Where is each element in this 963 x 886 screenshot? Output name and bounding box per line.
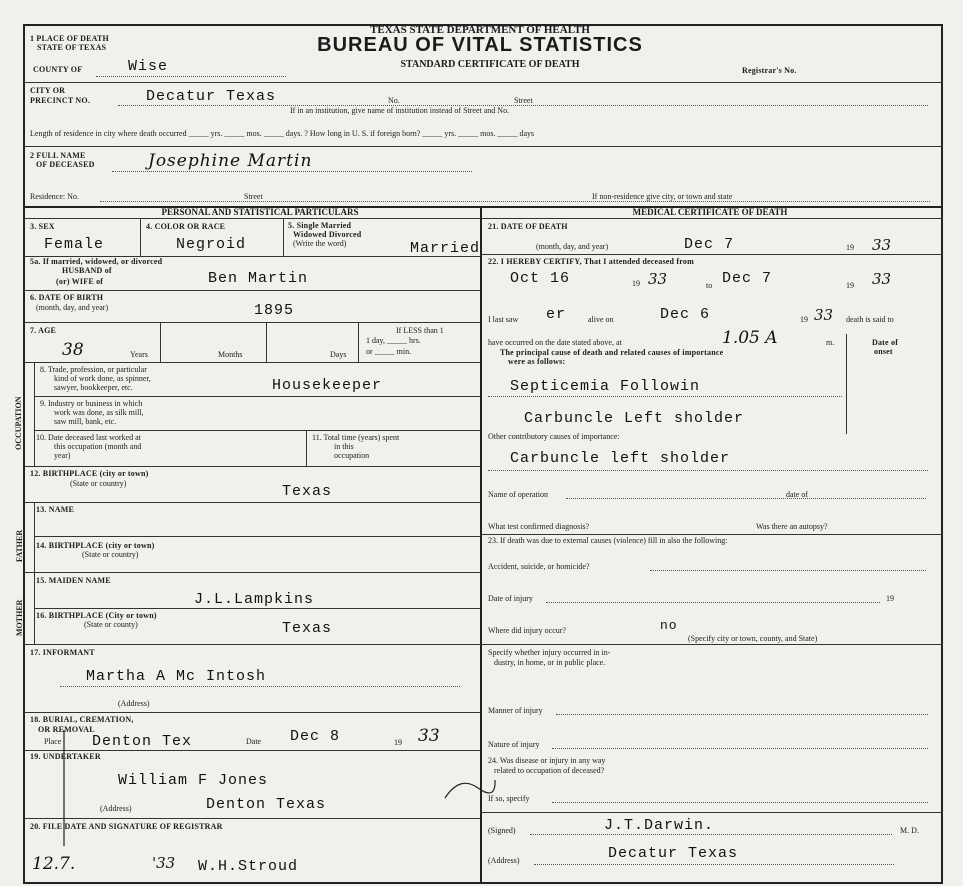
- residence-street-label: Street: [244, 192, 263, 201]
- non-residence-note: If non-residence give city, or town and state: [592, 192, 733, 201]
- alive-on-label: alive on: [588, 315, 614, 324]
- total-time-label-2: in this: [334, 442, 354, 451]
- dept-title: TEXAS STATE DEPARTMENT OF HEALTH: [370, 24, 590, 36]
- street-label: Street: [514, 96, 533, 105]
- burial-19-label: 19: [394, 738, 402, 747]
- age-value: 38: [62, 340, 84, 360]
- last-saw-label: I last saw: [488, 315, 519, 324]
- if-so-label: If so, specify: [488, 794, 530, 803]
- county-label: COUNTY OF: [33, 65, 83, 74]
- occurred-label: have occurred on the date stated above, at: [488, 338, 622, 347]
- undertaker-address-label: (Address): [100, 804, 132, 813]
- burial-label-2: OR REMOVAL: [38, 725, 95, 734]
- signed-label: (Signed): [488, 826, 516, 835]
- injury-19-label: 19: [886, 594, 894, 603]
- precinct-label: PRECINCT NO.: [30, 96, 91, 105]
- death-year-value: 33: [872, 236, 892, 254]
- informant-address-label: (Address): [118, 699, 150, 708]
- onset-label-2: onset: [874, 347, 893, 356]
- spouse-value: Ben Martin: [208, 270, 309, 287]
- mother-birthplace-label: 16. BIRTHPLACE (City or town): [36, 611, 157, 620]
- no-label: No.: [388, 96, 400, 105]
- burial-label-1: 18. BURIAL, CREMATION,: [30, 715, 134, 724]
- sex-label: 3. SEX: [30, 222, 55, 231]
- last-saw-year-value: 33: [814, 306, 834, 324]
- spouse-label-1: 5a. If married, widowed, or divorced: [30, 257, 163, 266]
- total-time-label-1: 11. Total time (years) spent: [312, 433, 400, 442]
- onset-label-1: Date of: [872, 338, 899, 347]
- file-date-value: 12.7.: [32, 854, 76, 874]
- industry-label-1: 9. Industry or business in which: [40, 399, 143, 408]
- last-saw-value: er: [546, 306, 567, 323]
- birthplace-sub-label: (State or country): [70, 479, 127, 488]
- cause-label-1: The principal cause of death and related causes of importance: [500, 348, 724, 357]
- undertaker-address-value: Denton Texas: [206, 796, 327, 813]
- date-of-death-sub-label: (month, day, and year): [536, 242, 609, 251]
- operation-date-label: date of: [786, 490, 808, 499]
- test-label: What test confirmed diagnosis?: [488, 522, 590, 531]
- to-19-label: 19: [846, 281, 854, 290]
- manner-label: Manner of injury: [488, 706, 543, 715]
- from-19-label: 19: [632, 279, 640, 288]
- autopsy-label: Was there an autopsy?: [756, 522, 828, 531]
- burial-year-value: 33: [418, 726, 440, 746]
- cause-2-value: Carbuncle Left sholder: [524, 410, 745, 427]
- birthplace-label: 12. BIRTHPLACE (city or town): [30, 469, 149, 478]
- undertaker-label: 19. UNDERTAKER: [30, 752, 101, 761]
- mother-birthplace-value: Texas: [282, 620, 333, 637]
- registrar-signature: W.H.Stroud: [198, 858, 299, 875]
- cause-label-2: were as follows:: [508, 357, 566, 366]
- injury-date-label: Date of injury: [488, 594, 533, 603]
- said-to-label: death is said to: [846, 315, 894, 324]
- certify-label: 22. I HEREBY CERTIFY, That I attended deceased from: [488, 257, 694, 266]
- death-19-label: 19: [846, 243, 854, 252]
- mother-side-label: MOTHER: [15, 599, 24, 636]
- dob-sub-label: (month, day, and year): [36, 303, 109, 312]
- time-of-death-value: 1.05 A: [722, 328, 778, 348]
- industry-label-2: work was done, as silk mill,: [54, 408, 144, 417]
- years-label: Years: [130, 350, 148, 359]
- color-value: Negroid: [176, 236, 247, 253]
- industry-label-3: saw mill, bank, etc.: [54, 417, 117, 426]
- undertaker-value: William F Jones: [118, 772, 269, 789]
- full-name-value: Josephine Martin: [148, 151, 313, 171]
- last-saw-date-value: Dec 6: [660, 306, 711, 323]
- occupation-related-label-2: related to occupation of deceased?: [494, 766, 605, 775]
- injury-where-note: (Specify city or town, county, and State): [688, 634, 818, 643]
- attended-to-value: Dec 7: [722, 270, 773, 287]
- marital-label-3: (Write the word): [293, 239, 347, 248]
- days-label: Days: [330, 350, 347, 359]
- last-worked-label-2: this occupation (month and: [54, 442, 142, 451]
- spouse-label-3: (or) WIFE of: [56, 277, 104, 286]
- less-label-1: If LESS than 1: [396, 326, 444, 335]
- physician-signature: J.T.Darwin.: [604, 817, 715, 834]
- state-label: STATE OF TEXAS: [37, 43, 107, 52]
- operation-label: Name of operation: [488, 490, 548, 499]
- city-value: Decatur Texas: [146, 88, 277, 105]
- marital-label-2: Widowed Divorced: [293, 230, 362, 239]
- personal-section-heading: PERSONAL AND STATISTICAL PARTICULARS: [161, 207, 359, 217]
- registrar-no-label: Registrar's No.: [742, 66, 797, 75]
- physician-address-value: Decatur Texas: [608, 845, 739, 862]
- informant-value: Martha A Mc Intosh: [86, 668, 267, 685]
- father-birthplace-label: 14. BIRTHPLACE (city or town): [36, 541, 155, 550]
- signature-flourish: [440, 770, 500, 810]
- contributory-label: Other contributory causes of importance:: [488, 432, 620, 441]
- file-date-label: 20. FILE DATE AND SIGNATURE OF REGISTRAR: [30, 822, 223, 831]
- total-time-label-3: occupation: [334, 451, 370, 460]
- physician-address-label: (Address): [488, 856, 520, 865]
- county-value: Wise: [128, 58, 169, 75]
- place-of-death-label: 1 PLACE OF DEATH: [30, 34, 109, 43]
- death-date-value: Dec 7: [684, 236, 735, 253]
- mother-name-label: 15. MAIDEN NAME: [36, 576, 111, 585]
- burial-place-value: Denton Tex: [92, 733, 193, 750]
- injury-where-value: no: [660, 618, 678, 633]
- contributory-value: Carbuncle left sholder: [510, 450, 731, 467]
- cause-1-value: Septicemia Followin: [510, 378, 701, 395]
- from-year-value: 33: [648, 270, 668, 288]
- color-label: 4. COLOR OR RACE: [146, 222, 226, 231]
- mother-name-value: J.L.Lampkins: [194, 591, 315, 608]
- accident-label: Accident, suicide, or homicide?: [488, 562, 590, 571]
- city-label: CITY OR: [30, 86, 66, 95]
- spouse-label-2: HUSBAND of: [62, 266, 112, 275]
- occupation-side-label: OCCUPATION: [14, 396, 23, 450]
- trade-label-3: sawyer, bookkeeper, etc.: [54, 383, 133, 392]
- nature-label: Nature of injury: [488, 740, 540, 749]
- full-name-label: 2 FULL NAME: [30, 151, 86, 160]
- months-label: Months: [218, 350, 243, 359]
- md-label: M. D.: [900, 826, 919, 835]
- trade-label-2: kind of work done, as spinner,: [54, 374, 151, 383]
- last-worked-label-3: year): [54, 451, 71, 460]
- burial-date-value: Dec 8: [290, 728, 341, 745]
- trade-label-1: 8. Trade, profession, or particular: [40, 365, 147, 374]
- burial-place-label: Place: [44, 737, 62, 746]
- medical-section-heading: MEDICAL CERTIFICATE OF DEATH: [632, 207, 788, 217]
- residence-length-row: Length of residence in city where death occurred _____ yrs. _____ mos. _____ days. ? How long in U. S. if foreign born? _____ yrs. _____ mos. _____ days: [30, 129, 535, 138]
- father-side-label: FATHER: [15, 529, 24, 562]
- marital-label-1: 5. Single Married: [288, 221, 352, 230]
- informant-label: 17. INFORMANT: [30, 648, 95, 657]
- certificate-title: STANDARD CERTIFICATE OF DEATH: [400, 59, 580, 70]
- age-label: 7. AGE: [30, 326, 57, 335]
- burial-date-label: Date: [246, 737, 262, 746]
- trade-value: Housekeeper: [272, 377, 383, 394]
- to-year-value: 33: [872, 270, 892, 288]
- father-birthplace-sub-label: (State or country): [82, 550, 139, 559]
- bracket-flourish: [58, 728, 70, 848]
- to-label: to: [706, 281, 713, 290]
- file-year-value: '33: [152, 854, 176, 872]
- birthplace-value: Texas: [282, 483, 333, 500]
- less-label-2: 1 day, _____ hrs.: [366, 336, 421, 345]
- marital-value: Married: [410, 240, 481, 257]
- specify-label-1: Specify whether injury occurred in in-: [488, 648, 611, 657]
- residence-no-label: Residence: No.: [30, 192, 79, 201]
- bureau-title: BUREAU OF VITAL STATISTICS: [317, 34, 643, 56]
- external-causes-label: 23. If death was due to external causes (violence) fill in also the following:: [488, 536, 728, 545]
- dob-value: 1895: [254, 302, 295, 319]
- deceased-label: OF DECEASED: [36, 160, 95, 169]
- specify-label-2: dustry, in home, or in public place.: [494, 658, 606, 667]
- last-saw-19-label: 19: [800, 315, 808, 324]
- father-name-label: 13. NAME: [36, 505, 75, 514]
- dob-label: 6. DATE OF BIRTH: [30, 293, 104, 302]
- occupation-related-label-1: 24. Was disease or injury in any way: [488, 756, 606, 765]
- last-worked-label-1: 10. Date deceased last worked at: [36, 433, 141, 442]
- mother-birthplace-sub-label: (State or county): [84, 620, 138, 629]
- less-label-3: or _____ min.: [366, 347, 412, 356]
- m-label: m.: [826, 338, 835, 347]
- date-of-death-label: 21. DATE OF DEATH: [488, 222, 568, 231]
- attended-from-value: Oct 16: [510, 270, 571, 287]
- institution-note: If in an institution, give name of institution instead of Street and No.: [290, 106, 510, 115]
- sex-value: Female: [44, 236, 105, 253]
- injury-where-label: Where did injury occur?: [488, 626, 566, 635]
